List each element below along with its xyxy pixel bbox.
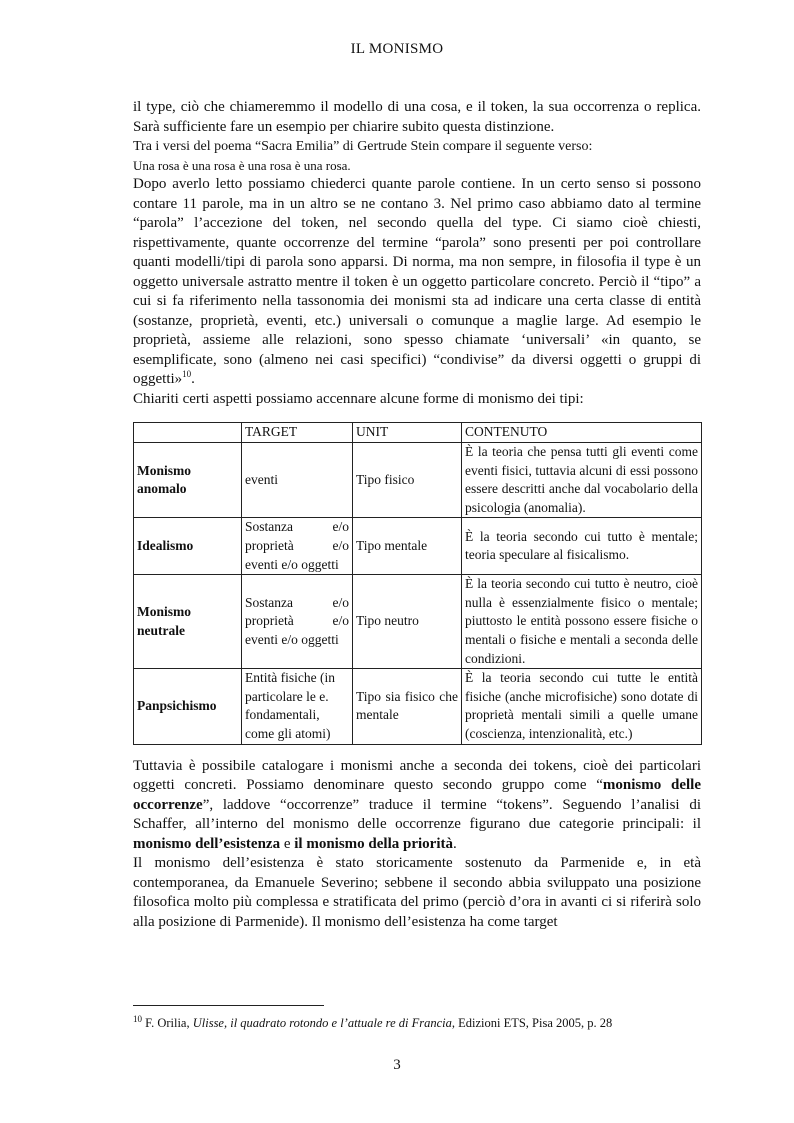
running-header: IL MONISMO [350, 41, 444, 57]
term-monismo-esistenza: monismo dell’esistenza [133, 835, 281, 852]
paragraph-stein-intro: Tra i versi del poema “Sacra Emilia” di Gertrude Stein compare il seguente verso: [133, 139, 593, 154]
row-target: eventi [242, 443, 353, 518]
table-row [134, 518, 702, 575]
footnote-reference[interactable]: 10 [182, 369, 192, 379]
monism-types-table [133, 422, 702, 745]
header-contenuto: CONTENUTO [462, 423, 702, 443]
header-target: TARGET [242, 423, 353, 443]
footnote-title: Ulisse, il quadrato rotondo e l’attuale re di Francia [192, 1016, 452, 1030]
term-monismo-priorita: il monismo della priorità [294, 835, 453, 852]
row-content: È la teoria secondo cui tutto è mentale; teoria speculare al fisicalismo. [462, 518, 702, 575]
paragraph-word-count-text: Dopo averlo letto possiamo chiederci quante parole contiene. In un certo senso si possono contare 11 parole, ma in un altro se ne contano 3. Nel primo caso abbiamo dato al termine “parola” l’accezione del token, nel secondo quella del type. Ci siamo cioè chiesti, rispettivamente, quante occorrenze del termine “parola” sono presenti per poi controllare quanti modelli/tipi di parola sono apparsi. Di norma, ma non sempre, in filosofia il type è un oggetto universale astratto mentre il token è un oggetto particolare concreto. Perciò il “tipo” a cui si fa riferimento nella tassonomia dei monismi sta ad indicare una certa classe di entità (sostanze, proprietà, eventi, etc.) universali o comunque a maglie large. Ad esempio le proprietà, assieme alle relazioni, sono spesso chiamate ‘universali’ «in quanto, se esemplificate, sono (almeno nei casi specifici) “condivise” da diversi oggetti o gruppi di oggetti» [133, 176, 701, 387]
verse-quote: Una rosa è una rosa è una rosa è una rosa. [133, 158, 351, 173]
table-row [134, 443, 702, 518]
p5-text-a: Tuttavia è possibile catalogare i monismi anche a seconda dei tokens, cioè dei particolari oggetti concreti. Possiamo denominare questo secondo gruppo come “ [133, 757, 701, 793]
footnote-divider [133, 1005, 324, 1006]
paragraph-word-count-end: . [191, 371, 195, 387]
row-name: Monismo neutrale [134, 575, 242, 669]
row-unit: Tipo sia fisico che mentale [353, 669, 462, 744]
p5-text-g: . [453, 835, 457, 852]
footnote-publisher: , Edizioni ETS, Pisa 2005, p. 28 [451, 1016, 613, 1030]
header-unit: UNIT [353, 423, 462, 443]
row-target: Sostanza e/o proprietà e/o eventi e/o oggetti [242, 575, 353, 669]
table-row [134, 669, 702, 744]
p5-text-c: ”, laddove “occorrenze” traduce il termine “tokens”. Seguendo l’analisi di Schaffer, all’interno del monismo delle occorrenze figurano due categorie principali: il [133, 796, 701, 832]
p5-text-e: e [280, 835, 295, 852]
paragraph-type-token: il type, ciò che chiameremmo il modello di una cosa, e il token, la sua occorrenza o replica. Sarà sufficiente fare un esempio per chiarire subito questa distinzione. [133, 99, 701, 135]
row-content: È la teoria secondo cui tutto è neutro, cioè nulla è essenzialmente fisico o mentale; piuttosto le entità possono essere fisiche o mentali o fisiche e mentali a seconda delle condizioni. [462, 575, 702, 669]
row-unit: Tipo neutro [353, 575, 462, 669]
row-content: È la teoria secondo cui tutte le entità fisiche (anche microfisiche) sono dotate di proprietà mentali simili a quelle umane (coscienza, intenzionalità, etc.) [462, 669, 702, 744]
page-number: 3 [393, 1057, 401, 1073]
paragraph-table-intro: Chiariti certi aspetti possiamo accennare alcune forme di monismo dei tipi: [133, 390, 584, 407]
row-unit: Tipo mentale [353, 518, 462, 575]
table-row [134, 575, 702, 669]
header-empty [134, 423, 242, 443]
row-content: È la teoria che pensa tutti gli eventi come eventi fisici, tuttavia alcuni di essi possono essere descritti anche dal vocabolario della psicologia (anomalia). [462, 443, 702, 518]
paragraph-parmenide: Il monismo dell’esistenza è stato storicamente sostenuto da Parmenide e, in età contemporanea, da Emanuele Severino; sebbene il secondo abbia sviluppato una posizione filosofica molto più complessa e stratificata del primo (perciò d’ora in avanti ci si riferirà solo alla posizione di Parmenide). Il monismo dell’esistenza ha come target [133, 855, 701, 930]
row-name: Panpsichismo [134, 669, 242, 744]
footnote [133, 1015, 701, 1031]
paragraph-token-monism [133, 757, 701, 855]
row-name: Idealismo [134, 518, 242, 575]
page-body [133, 98, 701, 932]
footnote-author: F. Orilia, [145, 1016, 193, 1030]
row-target: Entità fisiche (in particolare le e. fondamentali, come gli atomi) [242, 669, 353, 744]
row-name: Monismo anomalo [134, 443, 242, 518]
row-unit: Tipo fisico [353, 443, 462, 518]
footnote-number: 10 [133, 1013, 142, 1024]
paragraph-word-count [133, 175, 701, 390]
term-monismo-occorrenze: monismo delle occorrenze [133, 777, 701, 813]
table-header-row [134, 423, 702, 443]
row-target: Sostanza e/o proprietà e/o eventi e/o oggetti [242, 518, 353, 575]
